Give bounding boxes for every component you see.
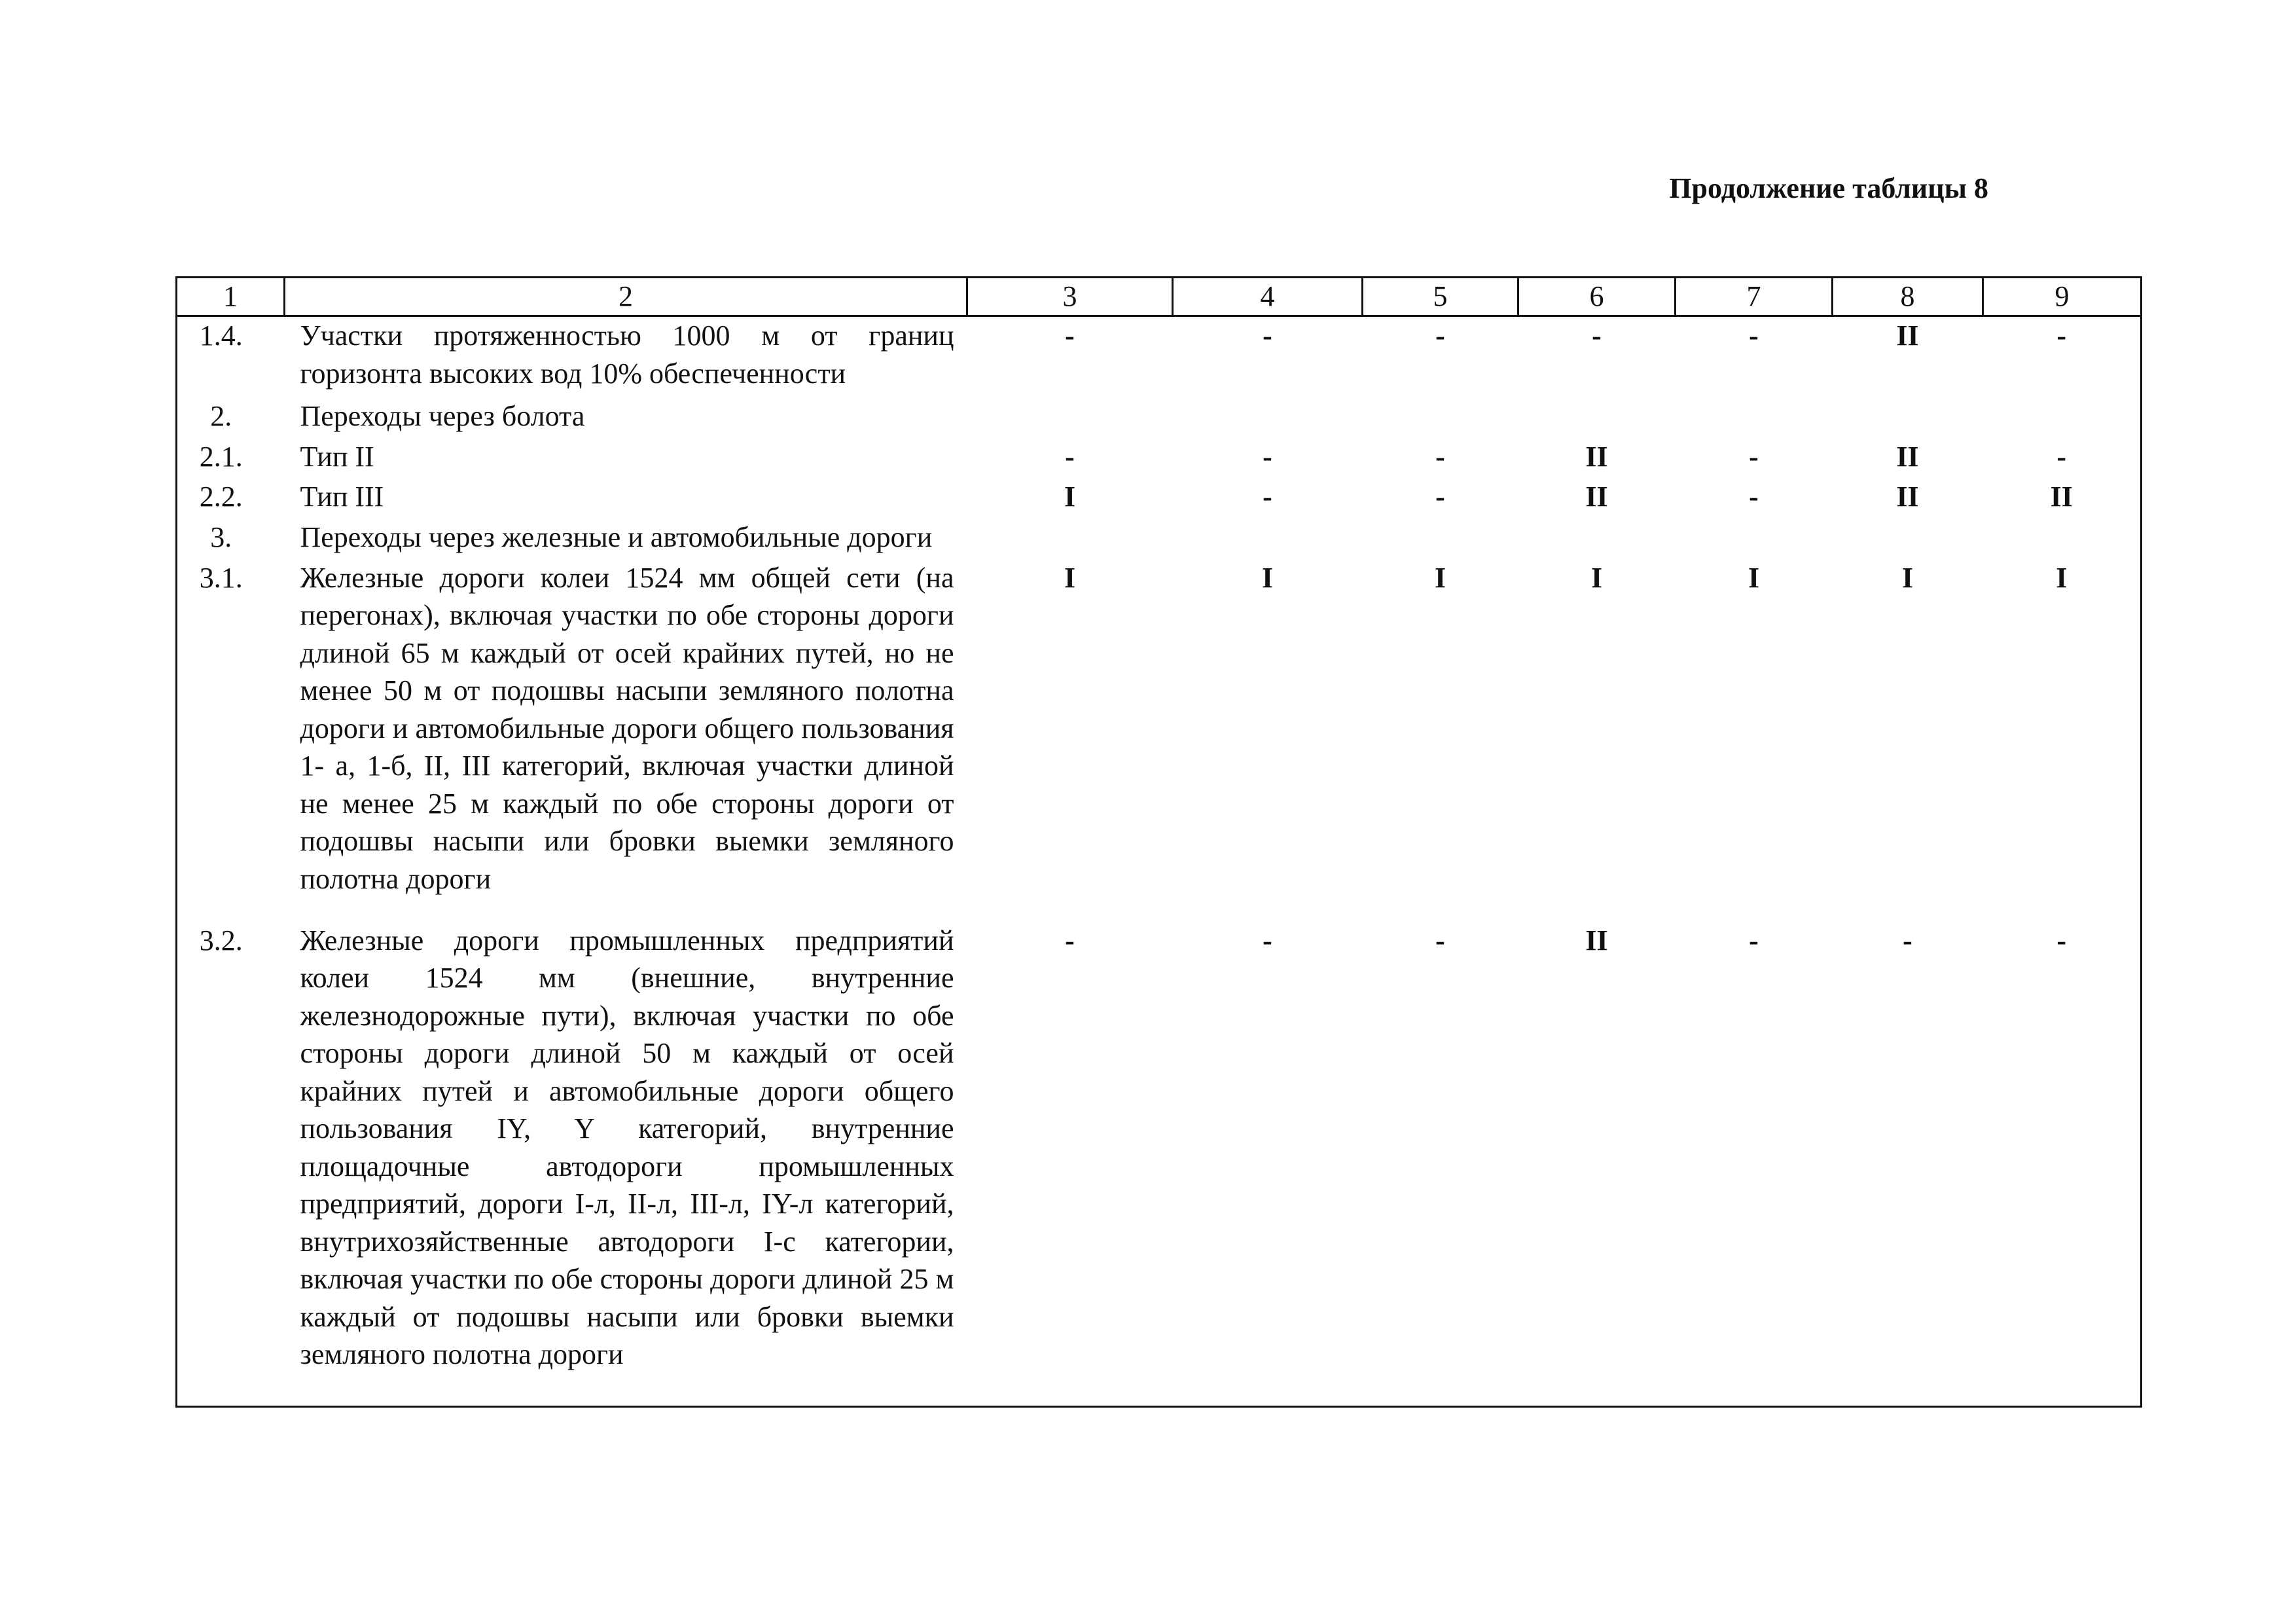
row-mark: - bbox=[2056, 440, 2067, 473]
table-spacer bbox=[177, 1406, 2142, 1407]
header-row bbox=[177, 278, 2142, 316]
row-number: 2. bbox=[210, 400, 232, 433]
row-mark: - bbox=[1749, 481, 1759, 513]
row-mark bbox=[1173, 397, 1363, 438]
row-mark: - bbox=[1065, 319, 1075, 352]
row-mark: - bbox=[1749, 319, 1759, 352]
table-row bbox=[177, 519, 2142, 559]
header-cell: 8 bbox=[1833, 278, 1983, 316]
row-mark: - bbox=[1749, 440, 1759, 473]
row-description: Тип III bbox=[300, 481, 384, 513]
row-mark bbox=[1518, 397, 1676, 438]
row-description: Переходы через болота bbox=[300, 400, 585, 433]
header-cell: 1 bbox=[177, 278, 285, 316]
header-cell: 6 bbox=[1518, 278, 1676, 316]
row-number: 3.2. bbox=[199, 924, 243, 957]
row-mark: I bbox=[1748, 561, 1760, 594]
row-mark: II bbox=[1585, 440, 1608, 473]
row-mark: I bbox=[1901, 561, 1914, 594]
row-mark bbox=[1173, 519, 1363, 559]
row-mark bbox=[967, 397, 1173, 438]
row-number: 3.1. bbox=[199, 561, 243, 594]
row-mark: I bbox=[1064, 561, 1076, 594]
table-row bbox=[177, 478, 2142, 519]
row-mark: - bbox=[1435, 319, 1445, 352]
row-mark: - bbox=[1065, 440, 1075, 473]
row-mark: - bbox=[1749, 924, 1759, 957]
row-mark bbox=[1833, 397, 1983, 438]
row-mark: - bbox=[1065, 924, 1075, 957]
row-mark: II bbox=[2050, 481, 2073, 513]
row-description: Участки протяженностью 1000 м от границ горизонта высоких вод 10% обеспеченности bbox=[300, 319, 954, 390]
row-mark: - bbox=[1435, 924, 1445, 957]
row-description: Переходы через железные и автомобильные дороги bbox=[300, 521, 933, 553]
row-mark bbox=[1833, 519, 1983, 559]
header-cell: 7 bbox=[1676, 278, 1833, 316]
table-row bbox=[177, 559, 2142, 922]
row-mark: - bbox=[1903, 924, 1912, 957]
row-mark: I bbox=[2056, 561, 2068, 594]
row-mark bbox=[1676, 397, 1833, 438]
table-caption: Продолжение таблицы 8 bbox=[1669, 172, 1988, 204]
header-cell: 5 bbox=[1363, 278, 1518, 316]
row-mark: - bbox=[1435, 481, 1445, 513]
table-row bbox=[177, 922, 2142, 1406]
row-mark: II bbox=[1896, 481, 1919, 513]
row-number: 1.4. bbox=[199, 319, 243, 352]
row-mark: - bbox=[1263, 481, 1272, 513]
row-mark: I bbox=[1434, 561, 1446, 594]
row-mark bbox=[1363, 519, 1518, 559]
row-mark: II bbox=[1585, 924, 1608, 957]
row-number: 3. bbox=[210, 521, 232, 553]
row-mark: I bbox=[1261, 561, 1274, 594]
header-cell: 4 bbox=[1173, 278, 1363, 316]
row-mark bbox=[1983, 519, 2142, 559]
row-description: Тип II bbox=[300, 440, 374, 473]
table-spacer-row bbox=[177, 1406, 2142, 1407]
row-mark bbox=[1363, 397, 1518, 438]
row-mark bbox=[1983, 397, 2142, 438]
row-mark: - bbox=[1435, 440, 1445, 473]
row-description: Железные дороги колеи 1524 мм общей сети (на перегонах), включая участки по обе стороны дороги длиной 65 м каждый от осей крайних путей, но не менее 50 м от подошвы насыпи земляного полотна дороги и автомобильные дороги общего пользования 1- а, 1-б, II, III категорий, включая участки длиной не менее 25 м каждый по обе стороны дороги от подошвы насыпи или бровки выемки земляного полотна дороги bbox=[300, 561, 954, 895]
row-mark: - bbox=[1263, 924, 1272, 957]
header-cell: 9 bbox=[1983, 278, 2142, 316]
row-mark: I bbox=[1064, 481, 1076, 513]
table-row bbox=[177, 316, 2142, 398]
row-mark: - bbox=[2056, 319, 2067, 352]
row-number: 2.2. bbox=[199, 481, 243, 513]
table-row bbox=[177, 438, 2142, 479]
row-mark bbox=[1518, 519, 1676, 559]
row-mark: I bbox=[1590, 561, 1603, 594]
row-mark: II bbox=[1896, 440, 1919, 473]
row-mark: - bbox=[2056, 924, 2067, 957]
row-mark: - bbox=[1592, 319, 1602, 352]
row-mark bbox=[1676, 519, 1833, 559]
row-mark: - bbox=[1263, 440, 1272, 473]
header-cell: 3 bbox=[967, 278, 1173, 316]
row-mark: II bbox=[1585, 481, 1608, 513]
table-row bbox=[177, 397, 2142, 438]
row-number: 2.1. bbox=[199, 440, 243, 473]
row-mark: II bbox=[1896, 319, 1919, 352]
row-mark bbox=[967, 519, 1173, 559]
row-mark: - bbox=[1263, 319, 1272, 352]
header-cell: 2 bbox=[285, 278, 967, 316]
data-table bbox=[175, 276, 2142, 1408]
row-description: Железные дороги промышленных предприятий колеи 1524 мм (внешние, внутренние железнодорожные пути), включая участки по обе стороны дороги длиной 50 м каждый от осей крайних путей и автомобильные дороги общего пользования IY, Y категорий, внутренние площадочные автодороги промышленных предприятий, дороги I-л, II-л, III-л, IY-л категорий, внутрихозяйственные автодороги I-с категории, включая участки по обе стороны дороги длиной 25 м каждый от подошвы насыпи или бровки выемки земляного полотна дороги bbox=[300, 924, 954, 1371]
